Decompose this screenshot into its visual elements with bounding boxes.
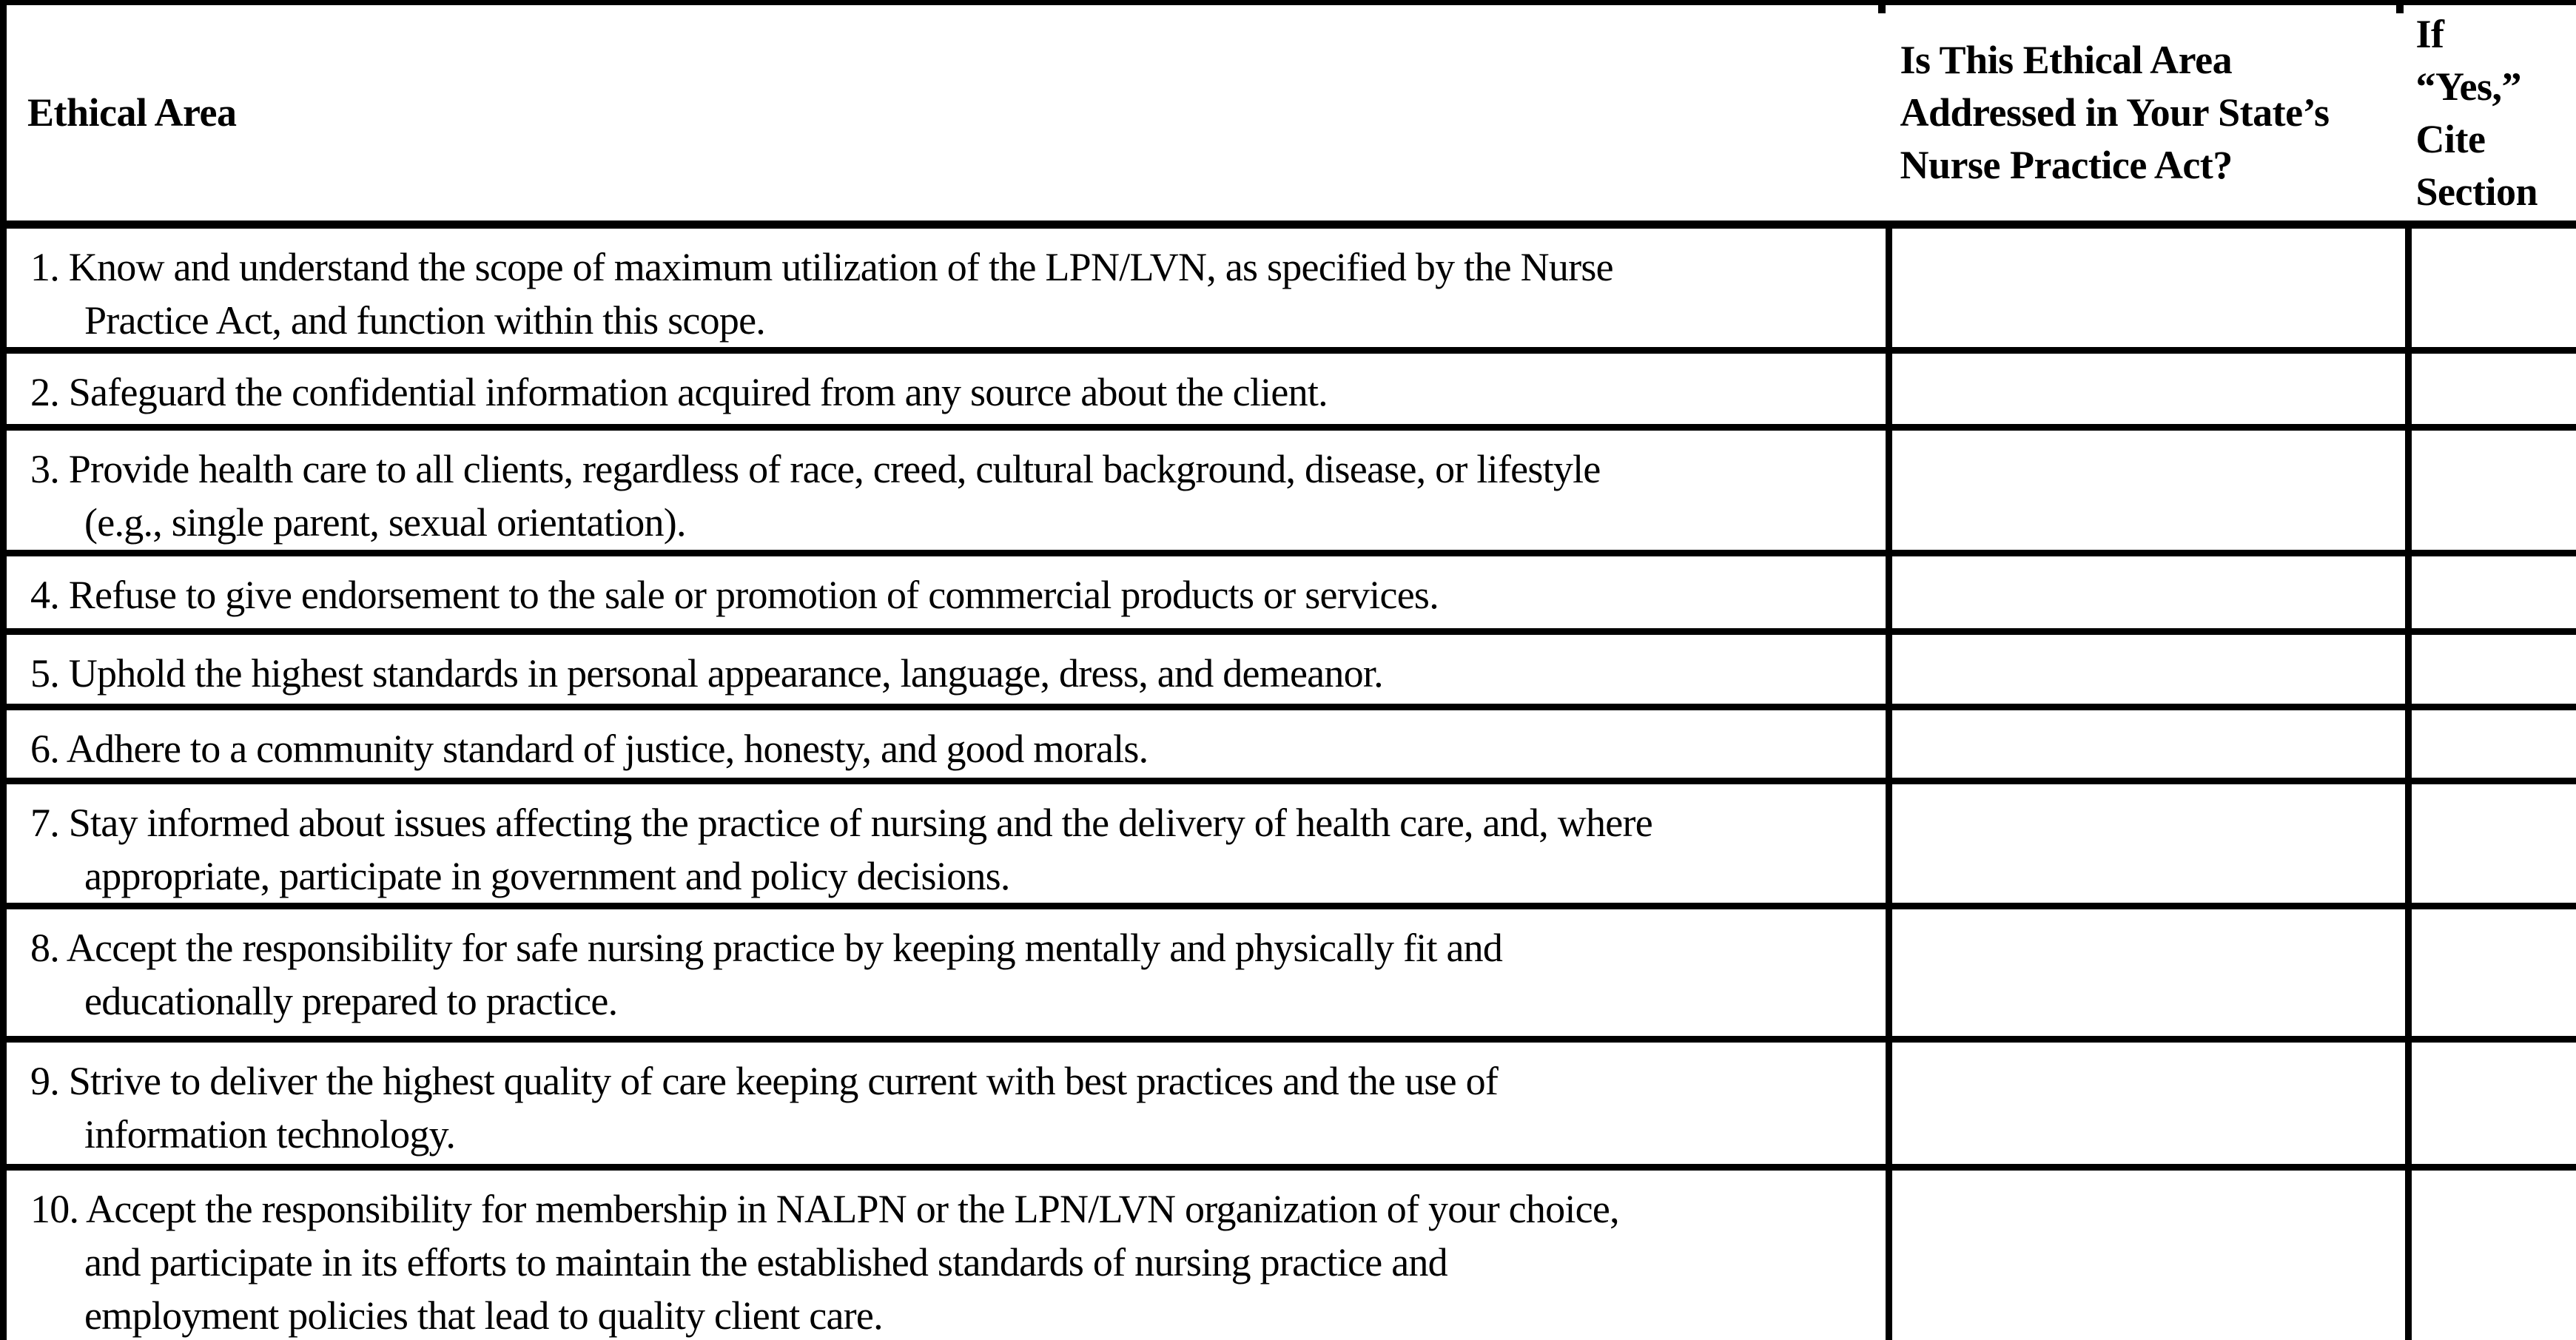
cell-cite-1 [2409,225,2576,351]
cell-cite-6 [2409,707,2576,781]
ethical-area-text: 5. Uphold the highest standards in personal appearance, language, dress, and demeanor. [30,651,1383,696]
table-row [4,707,2576,781]
cell-answer-6 [1889,707,2409,781]
table-row [4,1168,2576,1340]
ethical-area-text: 6. Adhere to a community standard of justice, honesty, and good morals. [30,727,1149,771]
table-row [4,553,2576,632]
header-row [4,3,2576,225]
ethical-area-text: 4. Refuse to give endorsement to the sale or promotion of commercial products or services. [30,573,1439,617]
cell-answer-4 [1889,553,2409,632]
table-row [4,351,2576,428]
cell-answer-10 [1889,1168,2409,1340]
ethical-area-text: 7. Stay informed about issues affecting the practice of nursing and the delivery of health care, and, where appropriate, participate in government and policy decisions. [30,801,1652,898]
column-header-addressed-in-state: Is This Ethical Area Addressed in Your State’s Nurse Practice Act? [1889,3,2409,225]
cell-cite-3 [2409,428,2576,553]
ethical-area-text: 1. Know and understand the scope of maximum utilization of the LPN/LVN, as specified by the Nurse Practice Act, and function within this scope. [30,245,1613,343]
cell-answer-7 [1889,781,2409,906]
cell-cite-4 [2409,553,2576,632]
cell-ethical-area-10 [4,1168,1889,1340]
ethical-area-text: 3. Provide health care to all clients, regardless of race, creed, cultural background, disease, or lifestyle (e.g., single parent, sexual orientation). [30,447,1601,545]
cell-ethical-area-4 [4,553,1889,632]
cell-cite-10 [2409,1168,2576,1340]
cell-answer-3 [1889,428,2409,553]
cell-cite-2 [2409,351,2576,428]
column-header-ethical-area: Ethical Area [4,3,1889,225]
ethical-area-text: 10. Accept the responsibility for membership in NALPN or the LPN/LVN organization of your choice, and participate in its efforts to maintain the established standards of nursing practice and employment policies that lead to quality client care. [30,1187,1619,1338]
table-row [4,428,2576,553]
cell-cite-8 [2409,906,2576,1040]
table-row [4,632,2576,707]
grid-stub [2396,0,2404,13]
cell-ethical-area-2 [4,351,1889,428]
cell-answer-5 [1889,632,2409,707]
table-row [4,1040,2576,1168]
cell-ethical-area-3 [4,428,1889,553]
cell-cite-5 [2409,632,2576,707]
ethical-area-text: 2. Safeguard the confidential information acquired from any source about the client. [30,370,1328,414]
cell-cite-7 [2409,781,2576,906]
cell-answer-1 [1889,225,2409,351]
table-row [4,225,2576,351]
cell-answer-2 [1889,351,2409,428]
cell-cite-9 [2409,1040,2576,1168]
ethical-area-text: 8. Accept the responsibility for safe nursing practice by keeping mentally and physically fit and educationally prepared to practice. [30,926,1503,1023]
cell-answer-8 [1889,906,2409,1040]
cell-ethical-area-5 [4,632,1889,707]
cell-ethical-area-8 [4,906,1889,1040]
ethical-area-text: 9. Strive to deliver the highest quality of care keeping current with best practices and the use of information technology. [30,1059,1499,1156]
grid-stub [1878,0,1886,13]
column-header-cite-section: If “Yes,” Cite Section [2409,3,2576,225]
table-row [4,781,2576,906]
cell-ethical-area-9 [4,1040,1889,1168]
cell-answer-9 [1889,1040,2409,1168]
cell-ethical-area-7 [4,781,1889,906]
table-row [4,906,2576,1040]
cell-ethical-area-1 [4,225,1889,351]
cell-ethical-area-6 [4,707,1889,781]
